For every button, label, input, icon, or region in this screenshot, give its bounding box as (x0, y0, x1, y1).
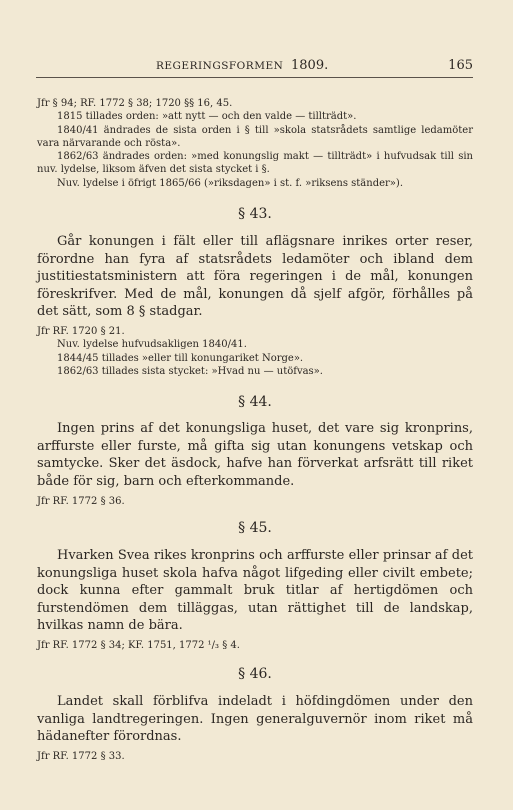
running-title: REGERINGSFORMEN 1809. (155, 58, 329, 73)
amendment-note: Nuv. lydelse hufvudsakligen 1840/41. (57, 339, 247, 351)
article-body: Går konungen i fält eller till aflägsnare inrikes orter reser, förordne han fyra af statsrådets ledamöter och ibland dem justitiestatsministern att föra regeringen i de mål, konungen föreskrifver. Med de mål, konungen då sjelf afgör, förhålles på det sätt, som 8 § stadgar. (37, 234, 473, 320)
reference-note: Jfr § 94; RF. 1772 § 38; 1720 §§ 16, 45. (37, 98, 233, 109)
page-number: 165 (448, 58, 473, 73)
running-header (36, 58, 473, 78)
amendment-note: 1862/63 tillades sista stycket: »Hvad nu — utöfvas». (57, 365, 323, 377)
section-heading: § 45. (238, 519, 272, 536)
article-body: Landet skall förblifva indeladt i höfdingdömen under den vanliga landtregeringen. Ingen generalguvernör inom riket må hädanefter förordnas. (37, 694, 473, 745)
reference-note: Jfr RF. 1772 § 36. (37, 495, 125, 507)
amendment-note: 1840/41 ändrades de sista orden i § till »skola statsrådets samtlige ledamöter vara närvarande och rösta». (37, 124, 473, 149)
reference-note: Jfr RF. 1772 § 34; KF. 1751, 1772 ¹/₃ § 4. (37, 639, 240, 651)
amendment-note: 1862/63 ändrades orden: »med konungslig makt — tillträdt» i hufvudsak till sin nuv. lydelse, liksom äfven det sista stycket i §. (37, 151, 473, 176)
amendment-note: 1815 tillades orden: »att nytt — och den valde — tillträdt». (57, 111, 357, 123)
reference-note: Jfr RF. 1772 § 33. (37, 750, 125, 762)
article-body: Ingen prins af det konungsliga huset, det vare sig kronprins, arffurste eller furste, må gifta sig utan konungens vetskap och samtycke. Sker det äsdock, hafve han förverkat arfsrätt till riket både för sig, barn och efterkommande. (37, 421, 473, 490)
article-body: Hvarken Svea rikes kronprins och arffurste eller prinsar af det konungsliga huset skola hafva något lifgeding eller civilt embete; dock kunna efter gammalt bruk titlar af hertigdömen och furstendömen dem tilläggas, utan rättighet till de landskap, hvilkas namn de bära. (37, 547, 473, 634)
section-heading: § 44. (238, 394, 272, 411)
page-content (37, 97, 473, 763)
reference-note: Jfr RF. 1720 § 21. (37, 326, 125, 338)
amendment-note: 1844/45 tillades »eller till konungariket Norge». (57, 352, 304, 364)
section-heading: § 46. (238, 666, 272, 683)
section-heading: § 43. (238, 206, 272, 223)
running-title-year: 1809. (291, 58, 329, 73)
amendment-note: Nuv. lydelse i öfrigt 1865/66 (»riksdagen» i st. f. »riksens ständer»). (57, 177, 404, 189)
